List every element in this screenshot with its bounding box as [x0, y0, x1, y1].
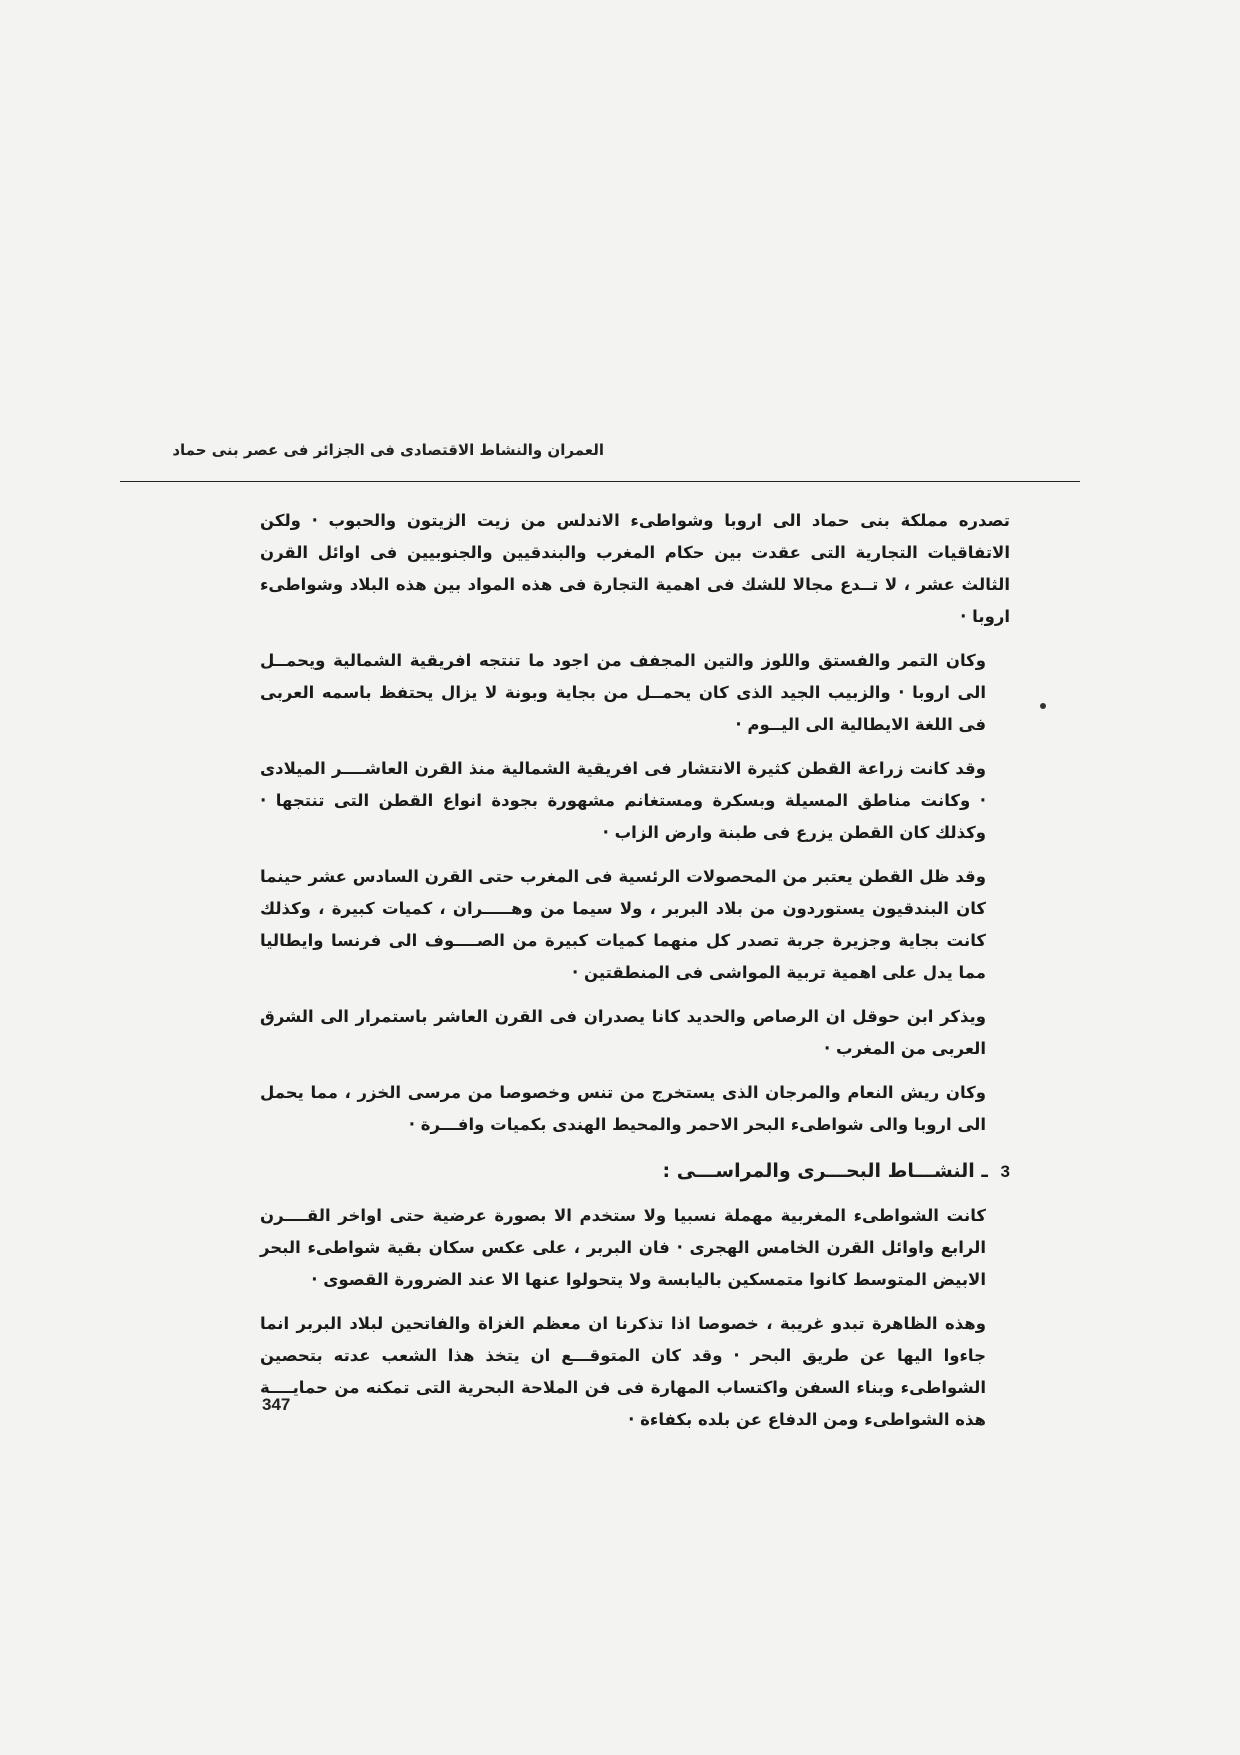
paragraph-6: وكان ريش النعام والمرجان الذى يستخرج من تنس وخصوصا من مرسى الخزر ، مما يحمل الى اروبا والى شواطىء البحر الاحمر والمحيط الهندى بكميات وافـــرة ·	[260, 1083, 986, 1134]
section-number: 3	[1000, 1162, 1010, 1181]
running-header: العمران والنشاط الاقتصادى فى الجزائر فى عصر بنى حماد	[172, 441, 604, 459]
paragraph-1: تصدره مملكة بنى حماد الى اروبا وشواطىء الاندلس من زيت الزيتون والحبوب · ولكن الاتفاقيات التجارية التى عقدت بين حكام المغرب والبندقيين والجنوبيين فى اوائل القرن الثالث عشر ، لا تــدع مجالا للشك فى اهمية التجارة فى هذه المواد بين هذه البلاد وشواطىء اروبا ·	[260, 511, 1010, 626]
page-number: 347	[262, 1395, 291, 1414]
section-title: النشـــاط البحـــرى والمراســـى :	[662, 1160, 975, 1182]
section-paragraph-2: وهذه الظاهرة تبدو غريبة ، خصوصا اذا تذكرنا ان معظم الغزاة والفاتحين لبلاد البربر انما جاءوا اليها عن طريق البحر · وقد كان المتوقـــع ان يتخذ هذا الشعب عدته بتحصين الشواطىء وبناء السفن واكتساب المهارة فى فن الملاحة البحرية التى تمكنه من حمايــــة هذه الشواطىء ومن الدفاع عن بلده بكفاءة ·	[260, 1314, 986, 1429]
paragraph-2: وكان التمر والفستق واللوز والتين المجفف من اجود ما تنتجه افريقية الشمالية ويحمــل الى اروبا · والزبيب الجيد الذى كان يحمــل من بجاية وبونة لا يزال يحتفظ باسمه العربى فى اللغة الايطالية الى اليــوم ·	[260, 651, 986, 734]
header-rule	[120, 481, 1080, 482]
section-dash: ـ	[981, 1160, 988, 1182]
margin-dot-mark	[1040, 703, 1046, 709]
paragraph-3: وقد كانت زراعة القطن كثيرة الانتشار فى افريقية الشمالية منذ القرن العاشــــر الميلادى · وكانت مناطق المسيلة وبسكرة ومستغانم مشهورة بجودة انواع القطن التى تنتجها · وكذلك كان القطن يزرع فى طبنة وارض الزاب ·	[260, 759, 986, 842]
paragraph-5: ويذكر ابن حوقل ان الرصاص والحديد كانا يصدران فى القرن العاشر باستمرار الى الشرق العربى من المغرب ·	[260, 1007, 986, 1058]
body-text	[260, 505, 1010, 1448]
paragraph-4: وقد ظل القطن يعتبر من المحصولات الرئسية فى المغرب حتى القرن السادس عشر حينما كان البندقيون يستوردون من بلاد البربر ، ولا سيما من وهـــــران ، كميات كبيرة ، وكذلك كانت بجاية وجزيرة جربة تصدر كل منهما كميات كبيرة من الصــــوف الى فرنسا وايطاليا مما يدل على اهمية تربية المواشى فى المنطقتين ·	[260, 867, 986, 982]
section-heading	[260, 1153, 1010, 1190]
section-paragraph-1: كانت الشواطىء المغربية مهملة نسبيا ولا ستخدم الا بصورة عرضية حتى اواخر القــــرن الرابع واوائل القرن الخامس الهجرى · فان البربر ، على عكس سكان بقية شواطىء البحر الابيض المتوسط كانوا متمسكين باليابسة ولا يتحولوا عنها الا عند الضرورة القصوى ·	[260, 1206, 986, 1289]
